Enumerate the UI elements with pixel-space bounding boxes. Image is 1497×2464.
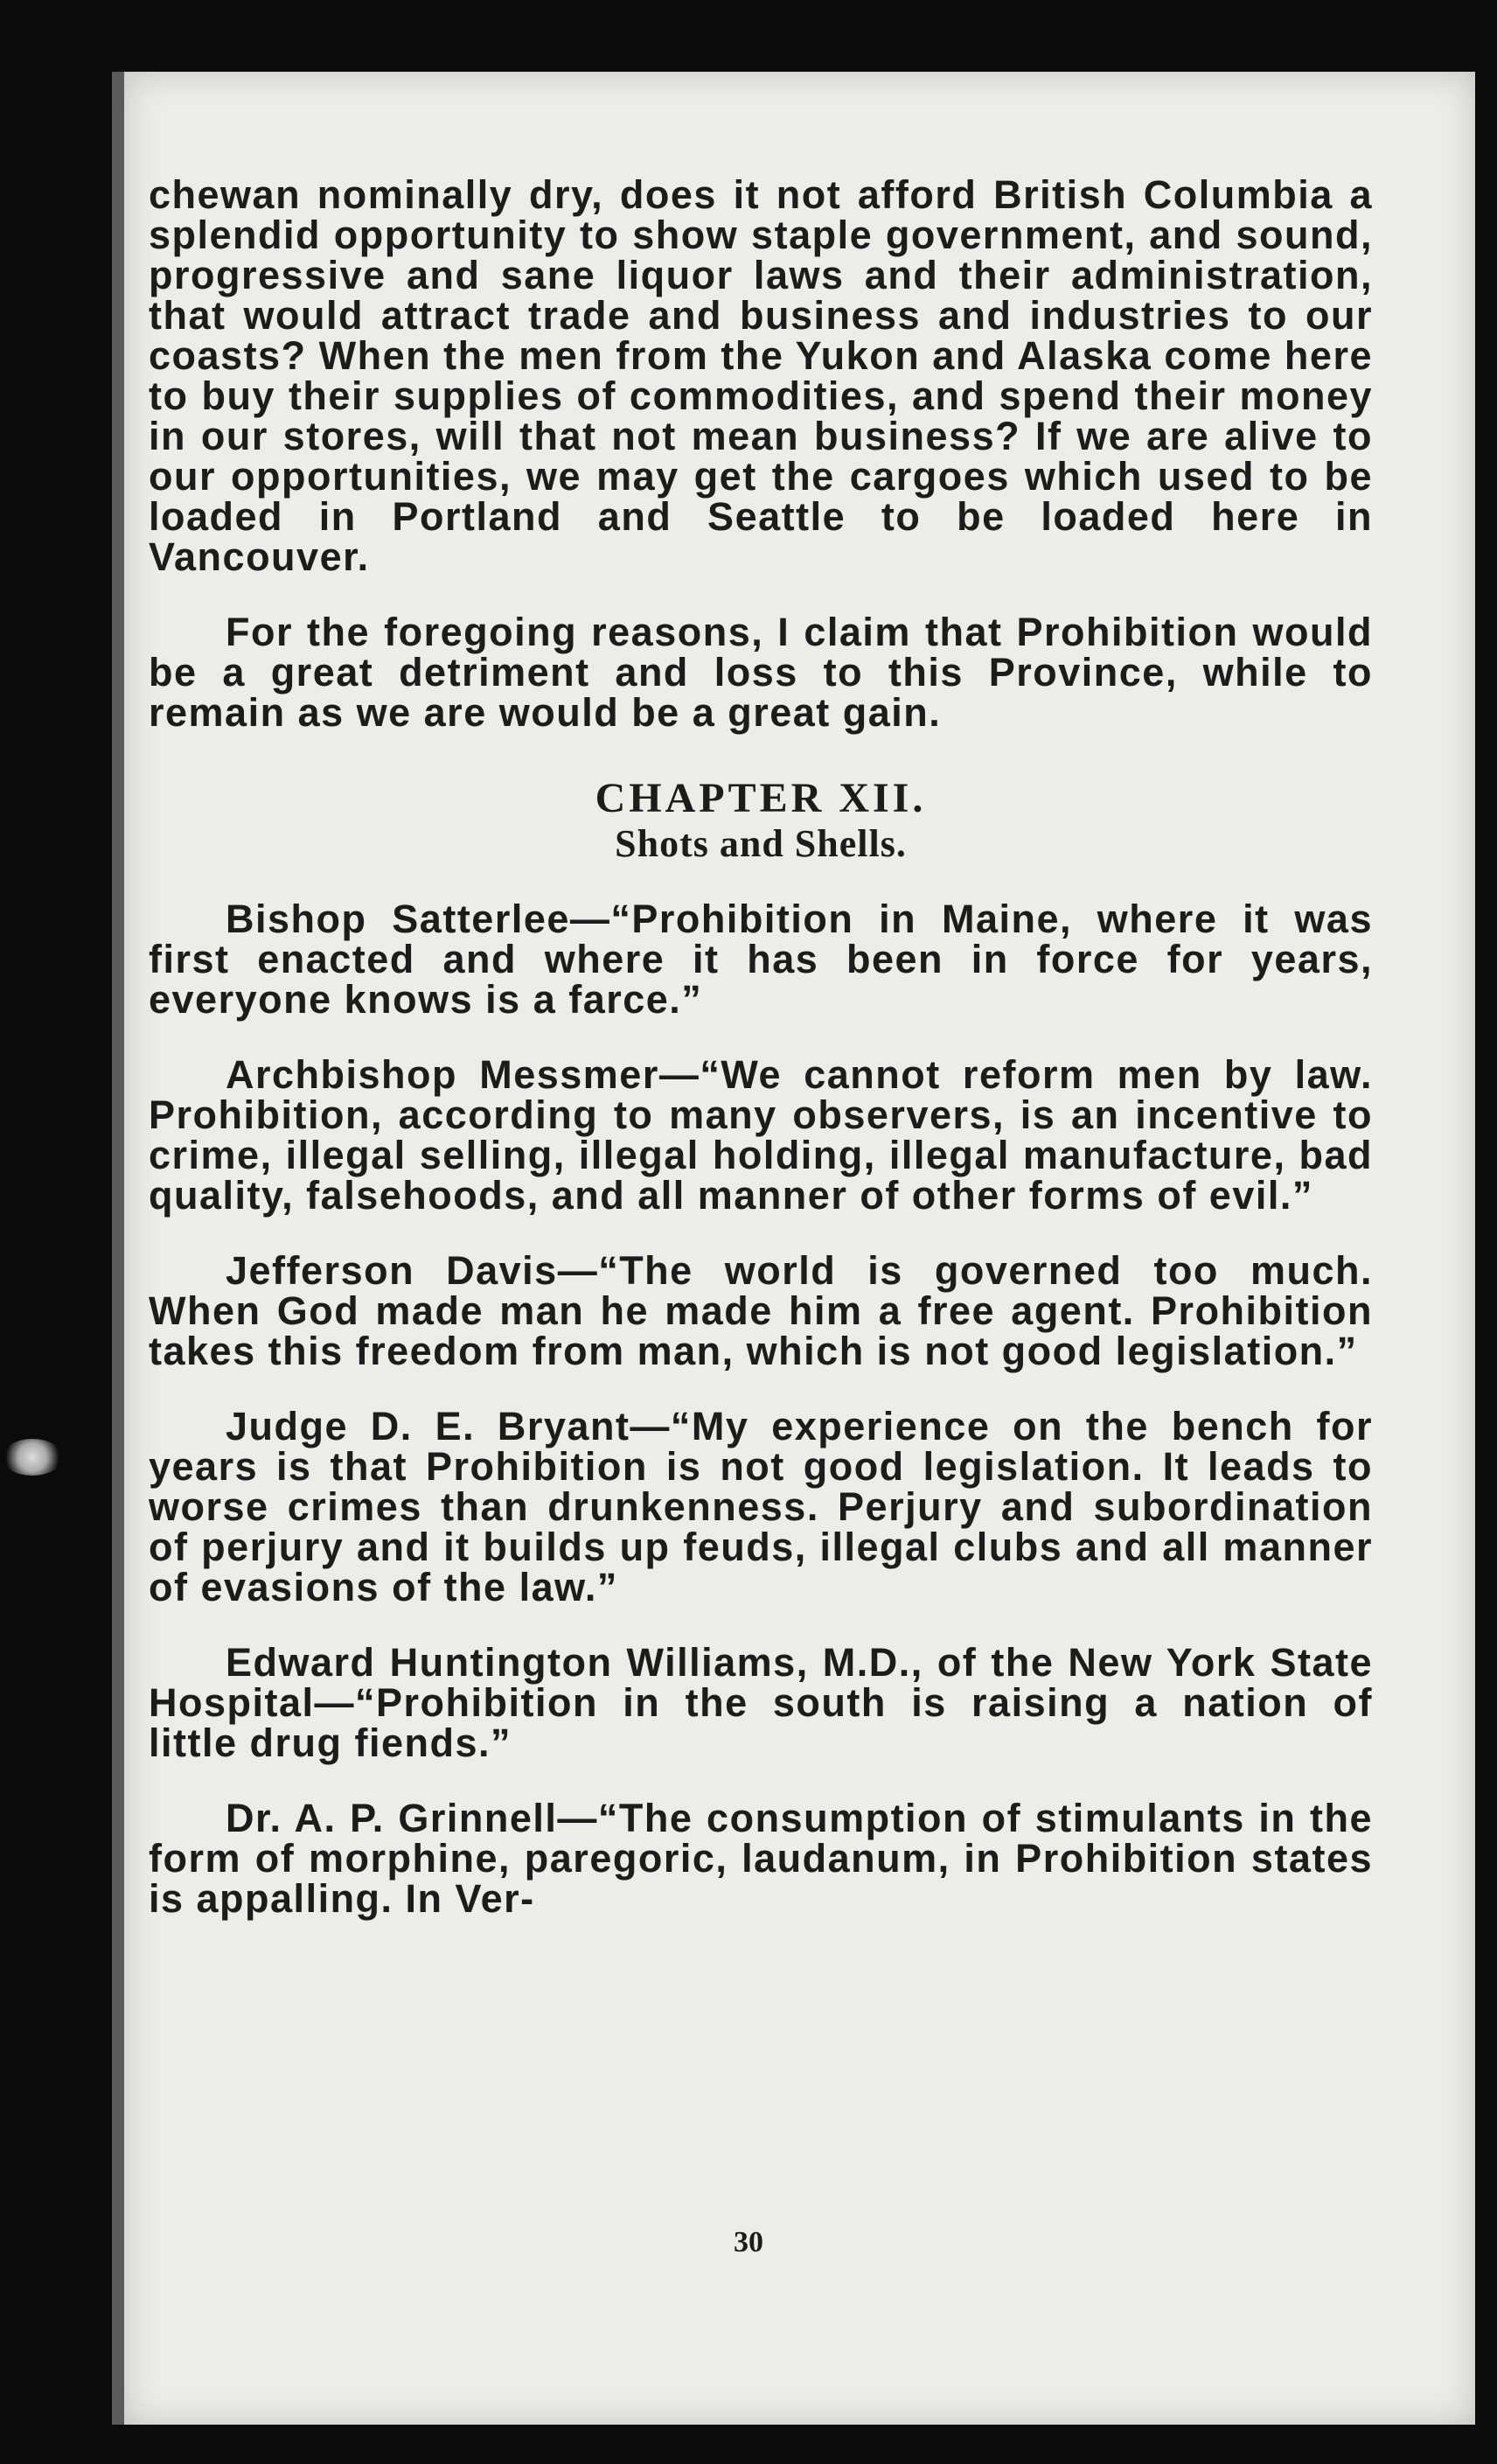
scan-blot bbox=[2, 1439, 63, 1476]
body-paragraph: chewan nominally dry, does it not afford British Columbia a splendid opportunity to show staple government, and sound, progressive and sane liquor laws and their administration, that would attract trade and business and industries to our coasts? When the men from the Yukon and Alaska come here to buy their supplies of commodities, and spend their money in our stores, will that not mean business? If we are alive to our opportunities, we may get the cargoes which used to be loaded in Portland and Seattle to be loaded here in Vancouver. bbox=[149, 172, 1373, 579]
quote-paragraph: Dr. A. P. Grinnell—“The consumption of stimulants in the form of morphine, paregoric, laudanum, in Prohibition states is appalling. In Ver- bbox=[149, 1796, 1373, 1921]
quote-paragraph: Bishop Satterlee—“Prohibition in Maine, where it was first enacted and where it has been in force for years, everyone knows is a farce.” bbox=[149, 897, 1373, 1022]
chapter-subtitle: Shots and Shells. bbox=[615, 822, 907, 865]
quote-paragraph: Judge D. E. Bryant—“My experience on the bench for years is that Prohibition is not good legislation. It leads to worse crimes than drunkenness. Perjury and subordination of perjury and it builds up feuds, illegal clubs and all manner of evasions of the law.” bbox=[149, 1404, 1373, 1609]
page-number: 30 bbox=[734, 2226, 763, 2258]
quote-paragraph: Edward Huntington Williams, M.D., of the New York State Hospital—“Prohibition in the south is raising a nation of little drug fiends.” bbox=[149, 1640, 1373, 1765]
page-text bbox=[149, 172, 1373, 1921]
quote-paragraph: Archbishop Messmer—“We cannot reform men by law. Prohibition, according to many observers, is an incentive to crime, illegal selling, illegal holding, illegal manufacture, bad quality, falsehoods, and all manner of other forms of evil.” bbox=[149, 1052, 1373, 1218]
chapter-title: CHAPTER XII. bbox=[595, 775, 927, 821]
quote-paragraph: Jefferson Davis—“The world is governed too much. When God made man he made him a free agent. Prohibition takes this freedom from man, which is not good legislation.” bbox=[149, 1248, 1373, 1373]
body-paragraph: For the foregoing reasons, I claim that Prohibition would be a great detriment and loss to this Province, while to remain as we are would be a great gain. bbox=[149, 610, 1373, 735]
